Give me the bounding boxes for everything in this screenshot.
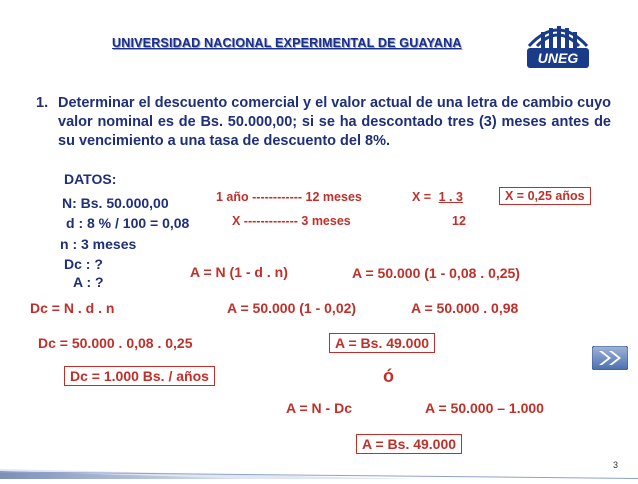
conversion-fraction-denominator: 12: [452, 214, 466, 228]
datos-nominal: N: Bs. 50.000,00: [62, 195, 169, 211]
footer-band: [0, 455, 638, 479]
datos-dc-unknown: Dc : ?: [64, 256, 103, 272]
formula-a: A = N (1 - d . n): [190, 264, 288, 280]
formula-a-step-1: A = 50.000 (1 - 0,02): [227, 300, 357, 316]
problem-number: 1.: [36, 95, 49, 111]
logo-text: UNEG: [537, 50, 579, 66]
university-title: UNIVERSIDAD NACIONAL EXPERIMENTAL DE GUAYANA: [112, 36, 462, 50]
problem-text: Determinar el descuento comercial y el valor actual de una letra de cambio cuyo valor nominal es de Bs. 50.000,00; si se ha descontado tres (3) meses antes de su vencimiento a una tasa de descuento del 8%.: [58, 95, 611, 149]
double-chevron-right-icon: [592, 346, 628, 370]
conversion-x-label: X =: [412, 190, 432, 204]
formula-dc-substituted: Dc = 50.000 . 0,08 . 0,25: [38, 335, 193, 351]
result-dc-box: Dc = 1.000 Bs. / años: [64, 366, 215, 386]
result-a-box-1: A = Bs. 49.000: [329, 333, 435, 353]
conversion-x-eq: [412, 190, 463, 204]
conversion-line-1: 1 año ------------ 12 meses: [216, 190, 362, 204]
formula-a-alternative: A = N - Dc: [286, 400, 352, 416]
conversion-fraction-numerator: 1 . 3: [438, 190, 463, 204]
datos-discount-rate: d : 8 % / 100 = 0,08: [66, 215, 190, 231]
uneg-emblem-icon: [519, 10, 597, 74]
footer-decoration: [0, 455, 638, 479]
formula-a-step-2: A = 50.000 . 0,98: [411, 300, 519, 316]
problem-statement: [36, 94, 611, 151]
formula-a-substituted: A = 50.000 (1 - 0,08 . 0,25): [352, 265, 520, 281]
uneg-logo: [519, 10, 597, 74]
conversion-line-2: X ------------- 3 meses: [232, 214, 351, 228]
conversion-result-box: X = 0,25 años: [499, 187, 591, 205]
next-slide-button[interactable]: [592, 346, 628, 370]
datos-a-unknown: A : ?: [73, 274, 104, 290]
datos-months: n : 3 meses: [60, 236, 137, 252]
or-word: ó: [383, 366, 394, 386]
page-number: 3: [613, 460, 619, 470]
result-a-box-2: A = Bs. 49.000: [356, 434, 462, 454]
datos-label: DATOS:: [64, 171, 117, 187]
formula-a-alternative-substituted: A = 50.000 – 1.000: [425, 400, 544, 416]
formula-dc: Dc = N . d . n: [30, 300, 115, 316]
